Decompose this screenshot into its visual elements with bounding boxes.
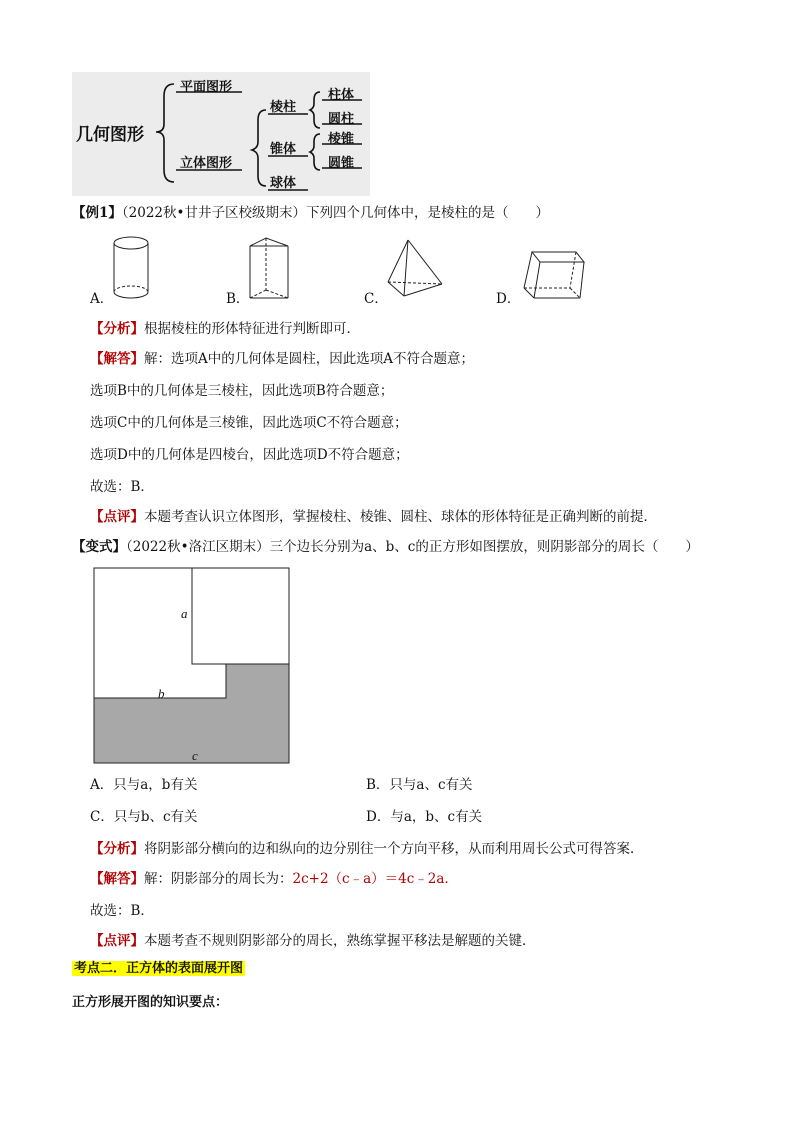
comment-text: 本题考查认识立体图形，掌握棱柱、棱锥、圆柱、球体的形体特征是正确判断的前提． [144,509,657,525]
variant-source: （2022秋•洛江区期末） [126,539,270,555]
squares-figure [92,566,292,766]
answer-tag: 【解答】 [90,351,144,367]
diagram-cone-leaf2: 圆锥 [328,156,355,171]
example1-choice: 故选：B． [90,479,154,495]
label-c: c [192,748,198,763]
triangular-prism-figure [244,236,294,302]
option-a-label: A． [90,291,114,307]
variant-question-text: 三个边长分别为a、b、c的正方形如图摆放，则阴影部分的周长（ ） [269,539,699,555]
analysis-text: 根据棱柱的形体特征进行判断即可． [144,321,360,337]
diagram-sphere: 球体 [270,176,297,191]
diagram-cone: 锥体 [270,142,297,157]
analysis-tag: 【分析】 [90,321,144,337]
example1-comment [90,508,657,526]
example1-tag: 【例1】 [72,205,122,221]
example1-answer-line-3: 选项C中的几何体是三棱锥，因此选项C不符合题意； [90,415,408,431]
variant-analysis-tag: 【分析】 [90,841,144,857]
variant-answer [90,870,458,888]
cylinder-figure [108,234,154,302]
label-a: a [181,606,188,621]
example1-answer-line-4: 选项D中的几何体是四棱台，因此选项D不符合题意； [90,447,409,463]
variant-tag: 【变式】 [72,539,126,555]
variant-analysis-text: 将阴影部分横向的边和纵向的边分别往一个方向平移，从而利用周长公式可得答案． [144,841,644,857]
diagram-solid: 立体图形 [180,156,233,171]
diagram-plane: 平面图形 [180,80,233,95]
section2-heading-text: 考点二．正方体的表面展开图 [74,961,244,976]
section2-subheading: 正方形展开图的知识要点： [72,995,229,1010]
diagram-cone-leaf1: 棱锥 [328,132,355,147]
variant-answer-prefix: 解：阴影部分的周长为： [144,871,293,887]
example1-analysis [90,320,360,338]
example1-answer-line-1 [90,350,474,368]
example1-answer-line-2: 选项B中的几何体是三棱柱，因此选项B符合题意； [90,383,394,399]
diagram-prism-leaf2: 圆柱 [328,112,355,127]
variant-comment-text: 本题考查不规则阴影部分的周长，熟练掌握平移法是解题的关键． [144,933,536,949]
diagram-prism: 棱柱 [270,100,297,115]
variant-question [72,538,699,556]
variant-analysis [90,840,644,858]
example1-source: （2022秋•甘井子区校级期末） [121,205,306,221]
diagram-root: 几何图形 [76,125,144,145]
label-b: b [158,686,165,701]
variant-comment [90,932,536,950]
variant-option-c: C．只与b、c有关 [90,809,198,825]
triangular-pyramid-figure [384,236,448,302]
option-c-label: C． [364,291,388,307]
variant-comment-tag: 【点评】 [90,933,144,949]
variant-answer-tag: 【解答】 [90,871,144,887]
section2-heading [72,960,245,978]
variant-answer-formula: 2c+2（c﹣a）＝4c﹣2a． [292,871,458,887]
diagram-prism-leaf1: 柱体 [328,88,355,103]
geometry-classification-diagram [72,72,370,196]
variant-option-d: D．与a，b、c有关 [366,809,483,825]
option-d-label: D． [496,291,521,307]
variant-choice: 故选：B． [90,903,154,919]
variant-option-b: B．只与a、c有关 [366,777,473,793]
answer-text: 解：选项A中的几何体是圆柱，因此选项A不符合题意； [144,351,474,367]
variant-option-a: A．只与a，b有关 [90,777,198,793]
example1-question [72,204,549,222]
option-b-label: B． [226,291,250,307]
comment-tag: 【点评】 [90,509,144,525]
example1-question-text: 下列四个几何体中，是棱柱的是（ ） [305,205,549,221]
frustum-figure [520,244,590,302]
